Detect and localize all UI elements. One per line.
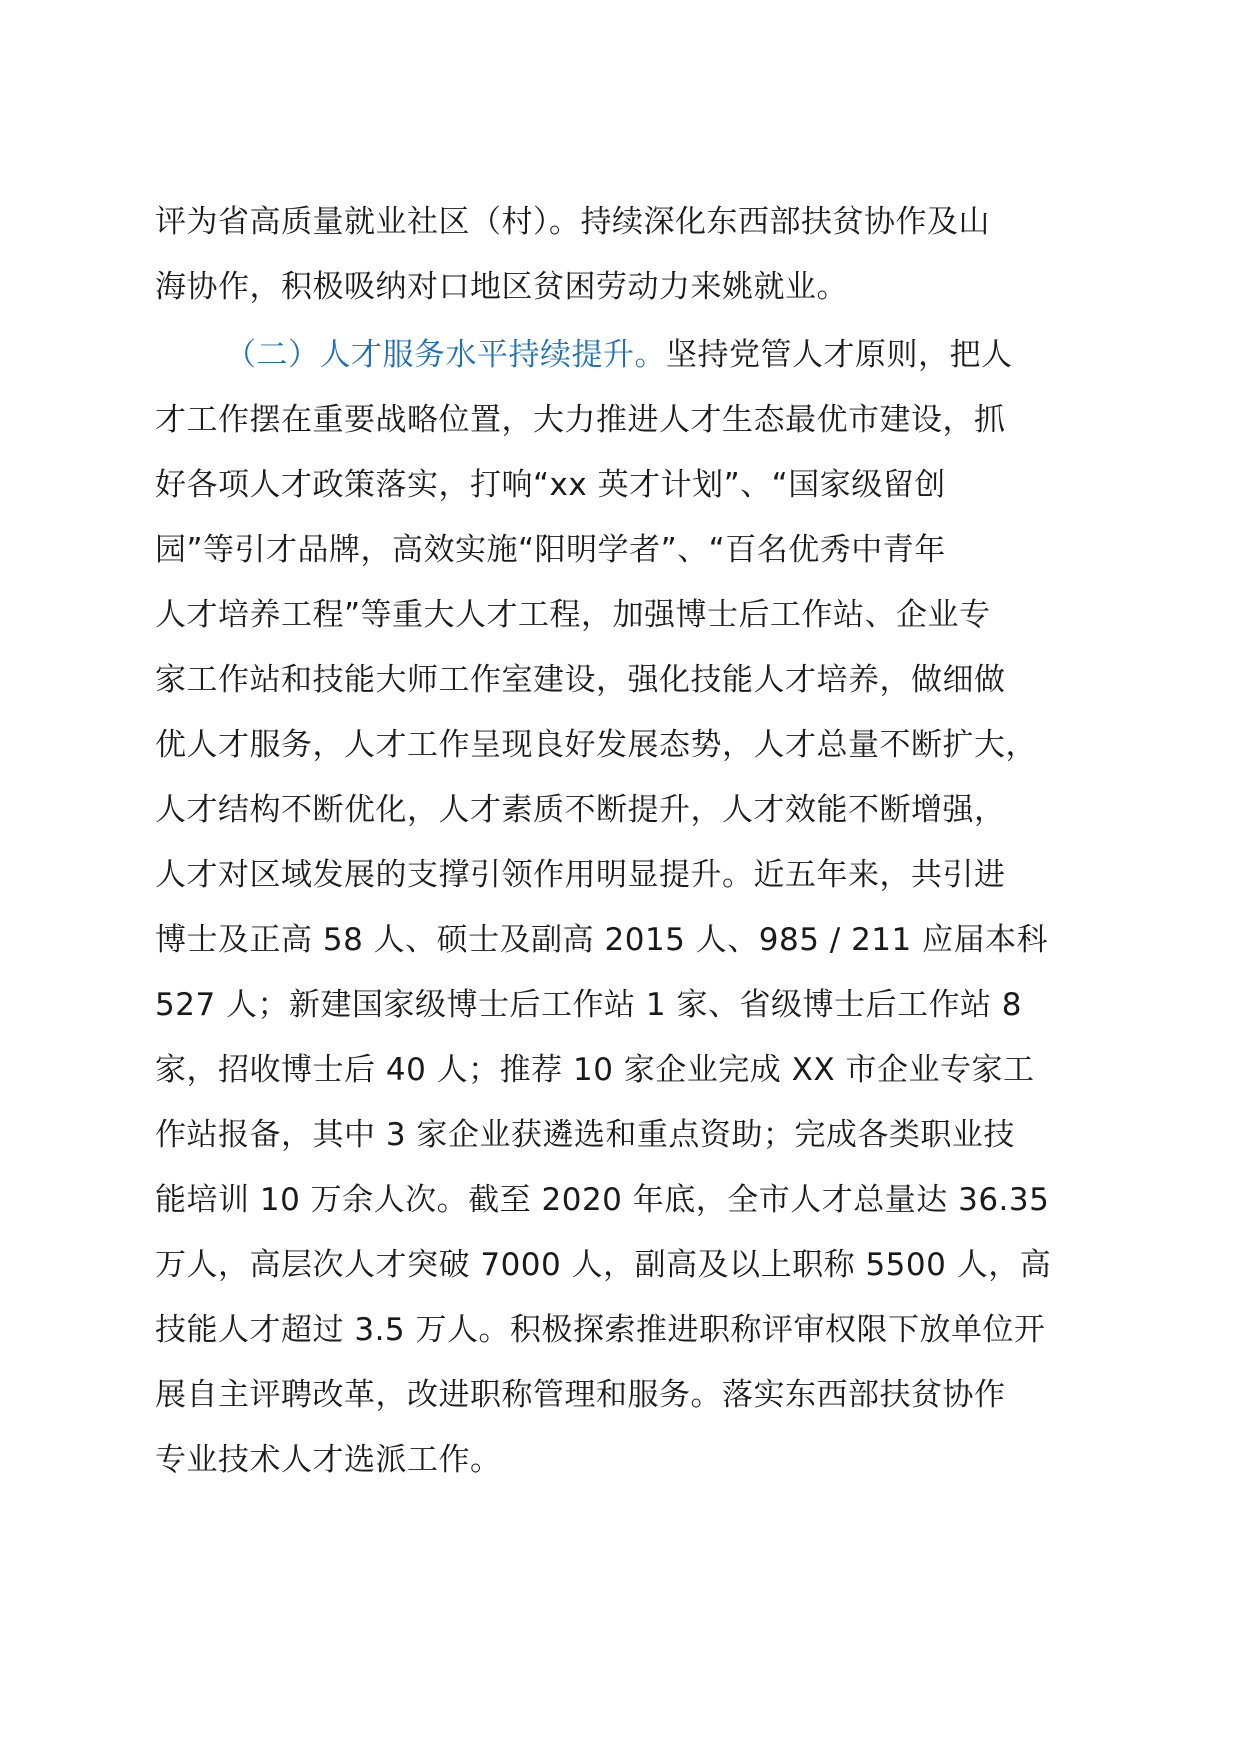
paragraph-first-line	[155, 323, 1115, 388]
paragraph-text: 坚持党管人才原则，把人	[666, 337, 1013, 373]
paragraph-line: 人才培养工程”等重大人才工程，加强博士后工作站、企业专	[155, 597, 991, 633]
paragraph-line: 技能人才超过 3.5 万人。积极探索推进职称评审权限下放单位开	[155, 1312, 1046, 1348]
paragraph-line: 家工作站和技能大师工作室建设，强化技能人才培养，做细做	[155, 662, 1006, 698]
paragraph-line: 万人，高层次人才突破 7000 人，副高及以上职称 5500 人，高	[155, 1247, 1052, 1283]
paragraph-line: 展自主评聘改革，改进职称管理和服务。落实东西部扶贫协作	[155, 1377, 1006, 1413]
paragraph-line: 博士及正高 58 人、硕士及副高 2015 人、985 / 211 应届本科	[155, 922, 1049, 958]
paragraph-line: 园”等引才品牌，高效实施“阳明学者”、“百名优秀中青年	[155, 532, 946, 568]
paragraph-line: 人才结构不断优化，人才素质不断提升，人才效能不断增强，	[155, 792, 1006, 828]
paragraph-talent-services	[155, 323, 1115, 1493]
paragraph-continuation	[155, 190, 1115, 320]
paragraph-line: 527 人；新建国家级博士后工作站 1 家、省级博士后工作站 8	[155, 987, 1023, 1023]
paragraph-line: 作站报备，其中 3 家企业获遴选和重点资助；完成各类职业技	[155, 1117, 1015, 1153]
paragraph-line: 专业技术人才选派工作。	[155, 1442, 502, 1478]
section-heading: （二）人才服务水平持续提升。	[225, 337, 666, 373]
paragraph-line: 评为省高质量就业社区（村）。持续深化东西部扶贫协作及山	[155, 204, 990, 240]
paragraph-line: 才工作摆在重要战略位置，大力推进人才生态最优市建设，抓	[155, 402, 1006, 438]
paragraph-line: 海协作，积极吸纳对口地区贫困劳动力来姚就业。	[155, 269, 848, 305]
paragraph-line: 好各项人才政策落实，打响“xx 英才计划”、“国家级留创	[155, 467, 946, 503]
paragraph-line: 人才对区域发展的支撑引领作用明显提升。近五年来，共引进	[155, 857, 1006, 893]
paragraph-line: 家，招收博士后 40 人；推荐 10 家企业完成 XX 市企业专家工	[155, 1052, 1035, 1088]
paragraph-line: 能培训 10 万余人次。截至 2020 年底，全市人才总量达 36.35	[155, 1182, 1050, 1218]
paragraph-line: 优人才服务，人才工作呈现良好发展态势，人才总量不断扩大，	[155, 727, 1037, 763]
